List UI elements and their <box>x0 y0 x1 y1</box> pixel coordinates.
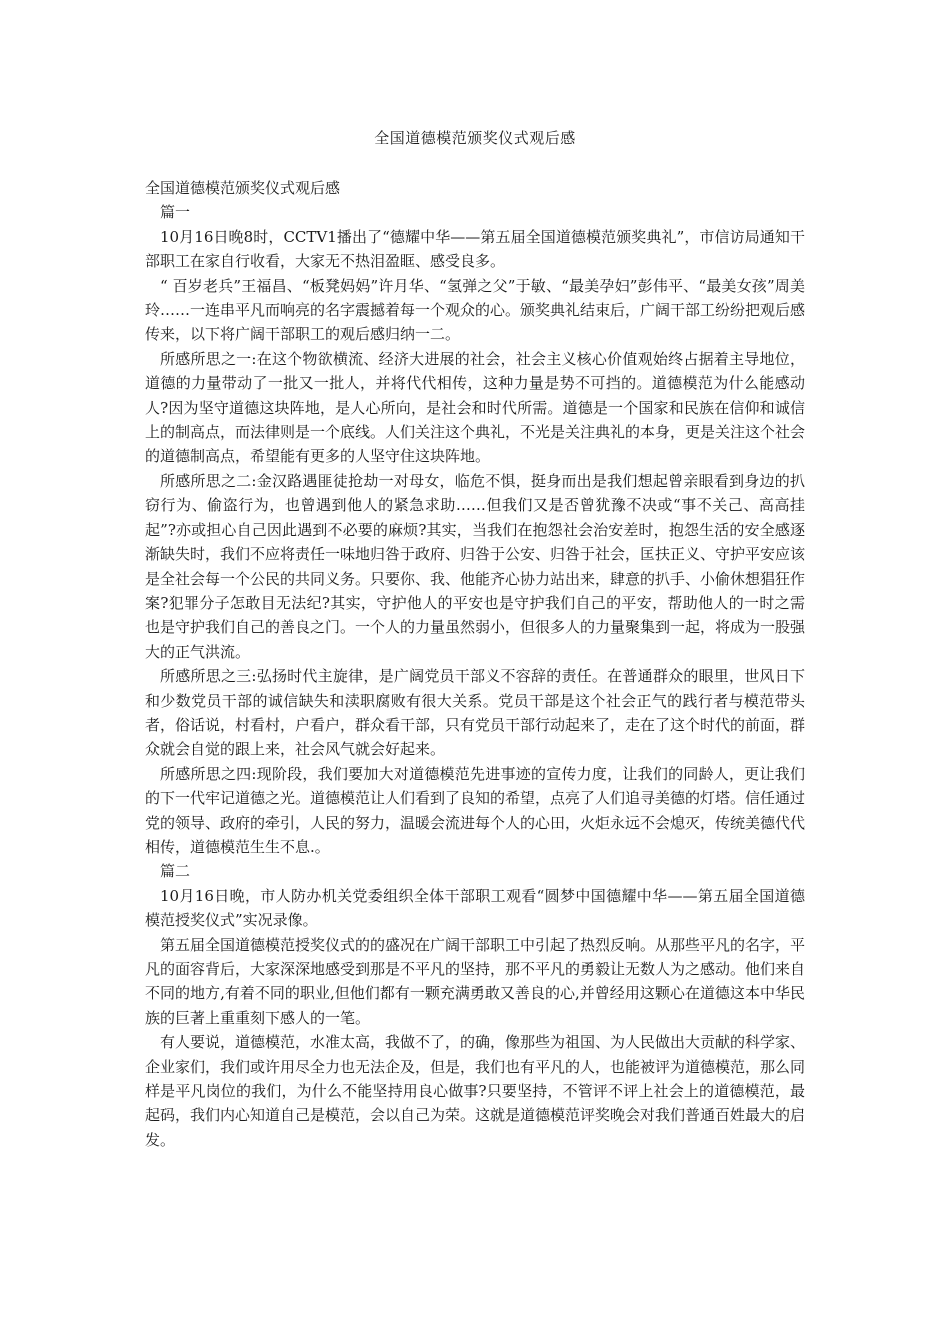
paragraph: 10月16日晚，市人防办机关党委组织全体干部职工观看“圆梦中国德耀中华——第五届全国道德模范授奖仪式”实况录像。 <box>145 886 805 930</box>
document-title: 全国道德模范颁奖仪式观后感 <box>374 129 576 147</box>
paragraph: 有人要说，道德模范，水准太高，我做不了，的确，像那些为祖国、为人民做出大贡献的科学家、企业家们，我们或许用尽全力也无法企及，但是，我们也有平凡的人，也能被评为道德模范，那么同样是平凡岗位的我们，为什么不能坚持用良心做事?只要坚持，不管评不评上社会上的道德模范，最起码，我们内心知道自己是模范，会以自己为荣。这就是道德模范评奖晚会对我们普通百姓最大的启发。 <box>145 1033 806 1149</box>
document-body <box>145 176 805 1152</box>
paragraph: 所感所思之四:现阶段，我们要加大对道德模范先进事迹的宣传力度，让我们的同龄人，更让我们的下一代牢记道德之光。道德模范让人们看到了良知的希望，点亮了人们追寻美德的灯塔。信任通过党的领导、政府的牵引，人民的努力，温暖会流进每个人的心田，火炬永远不会熄灭，传统美德代代相传，道德模范生生不息.。 <box>145 764 806 856</box>
body-heading: 全国道德模范颁奖仪式观后感 <box>145 179 341 197</box>
paragraph: 所感所思之二:金汉路遇匪徒抢劫一对母女，临危不惧，挺身而出是我们想起曾亲眼看到身边的扒窃行为、偷盗行为，也曾遇到他人的紧急求助……但我们又是否曾犹豫不决或“事不关己、高高挂起”?亦或担心自己因此遇到不必要的麻烦?其实，当我们在抱怨社会治安差时，抱怨生活的安全感逐渐缺失时，我们不应将责任一味地归咎于政府、归咎于公安、归咎于社会，匡扶正义、守护平安应该是全社会每一个公民的共同义务。只要你、我、他能齐心协力站出来，肆意的扒手、小偷休想猖狂作案?犯罪分子怎敢目无法纪?其实，守护他人的平安也是守护我们自己的平安，帮助他人的一时之需也是守护我们自己的善良之门。一个人的力量虽然弱小，但很多人的力量聚集到一起，将成为一股强大的正气洪流。 <box>145 471 806 661</box>
paragraph: 所感所思之三:弘扬时代主旋律，是广阔党员干部义不容辞的责任。在普通群众的眼里，世风日下和少数党员干部的诚信缺失和渎职腐败有很大关系。党员干部是这个社会正气的践行者与模范带头者，俗话说，村看村，户看户，群众看干部，只有党员干部行动起来了，走在了这个时代的前面，群众就会自觉的跟上来，社会风气就会好起来。 <box>145 667 806 759</box>
paragraph: “ 百岁老兵”王福昌、“板凳妈妈”许月华、“氢弹之父”于敏、“最美孕妇”彭伟平、“最美女孩”周美玲……一连串平凡而响亮的名字震撼着每一个观众的心。颁奖典礼结束后，广阔干部工纷纷把观后感传来，以下将广阔干部职工的观后感归纳一二。 <box>145 276 806 344</box>
paragraph: 10月16日晚8时，CCTV1播出了“德耀中华——第五届全国道德模范颁奖典礼”，市信访局通知干部职工在家自行收看，大家无不热泪盈眶、感受良多。 <box>145 227 805 271</box>
paragraph: 所感所思之一:在这个物欲横流、经济大进展的社会，社会主义核心价值观始终占据着主导地位，道德的力量带动了一批又一批人，并将代代相传，这种力量是势不可挡的。道德模范为什么能感动人?因为坚守道德这块阵地，是人心所向，是社会和时代所需。道德是一个国家和民族在信仰和诚信上的制高点，而法律则是一个底线。人们关注这个典礼，不光是关注典礼的本身，更是关注这个社会的道德制高点，希望能有更多的人坚守住这块阵地。 <box>145 349 806 466</box>
paragraph: 第五届全国道德模范授奖仪式的的盛况在广阔干部职工中引起了热烈反响。从那些平凡的名字，平凡的面容背后，大家深深地感受到那是不平凡的坚持，那不平凡的勇毅让无数人为之感动。他们来自不同的地方,有着不同的职业,但他们都有一颗充满勇敢又善良的心,并曾经用这颗心在道德这本中华民族的巨著上重重刻下感人的一笔。 <box>145 935 806 1027</box>
section-label-one: 篇一 <box>160 203 191 222</box>
section-label-two: 篇二 <box>160 862 191 881</box>
